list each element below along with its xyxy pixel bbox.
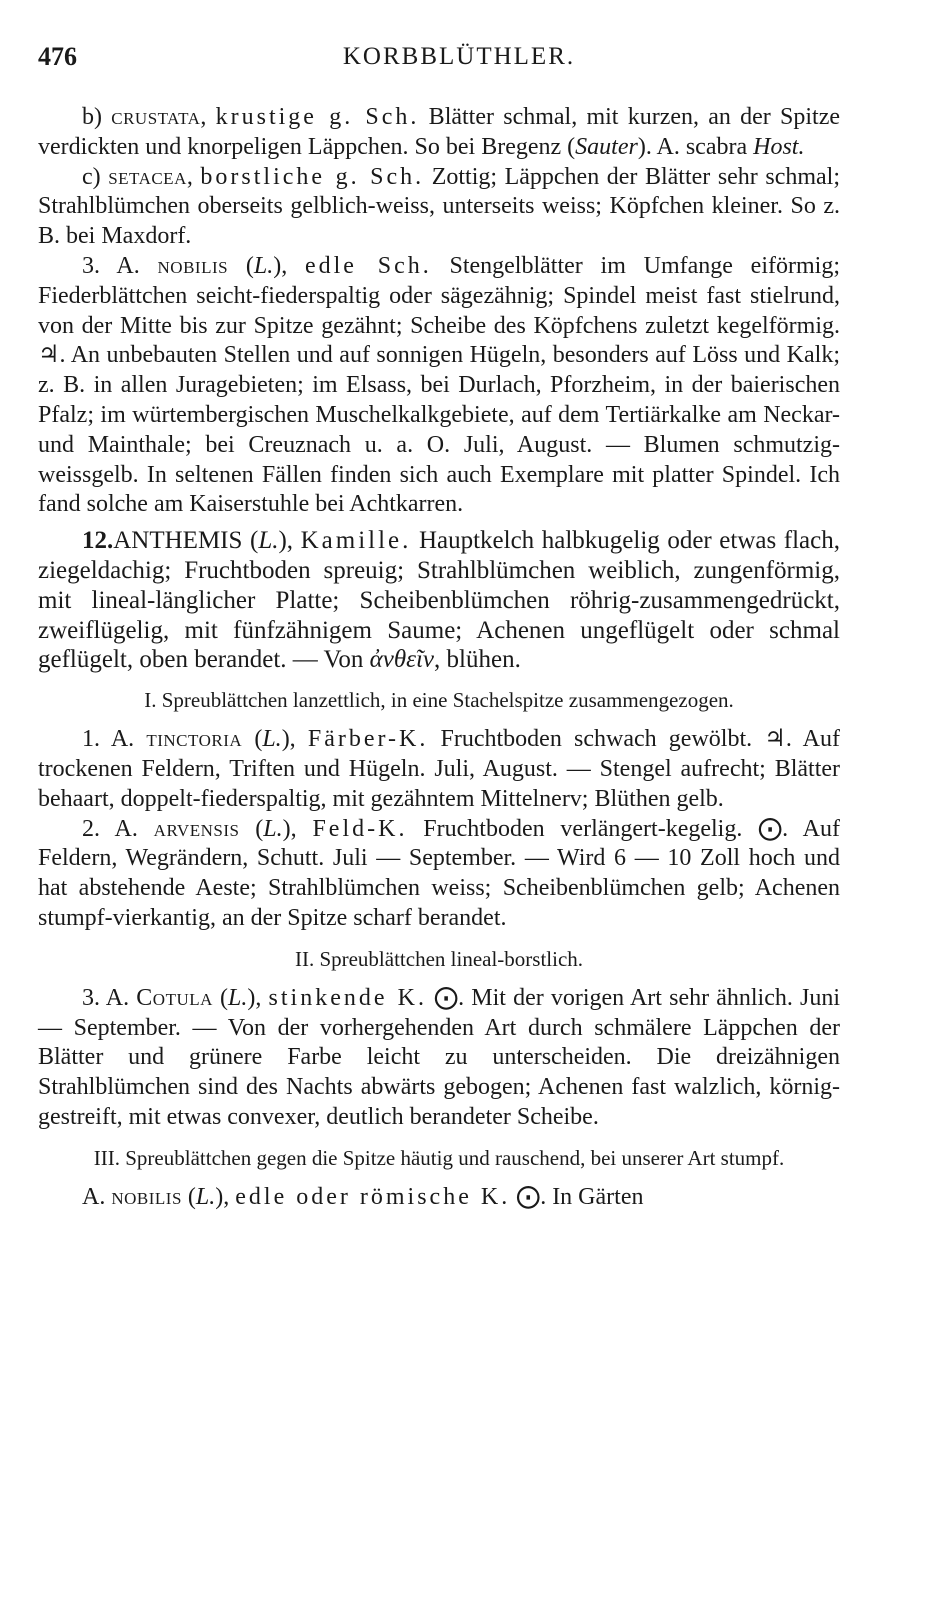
section-heading-3: III. Spreublättchen gegen die Spitze häutig und rauschend, bei unserer Art stumpf. [93,1145,785,1170]
section-heading-2: II. Spreublättchen lineal-borstlich. [294,946,584,971]
genus-anthemis: 12.ANTHEMIS (L.), Kamille. Hauptkelch halbkugelig oder etwas flach, ziegeldachig; Fruchtboden spreuig; Strahlblümchen weiblich, zungenförmig, mit lineal-länglicher Platte; Scheibenblümchen röhrig-zusammengedrückt, zweiflügelig, mit fünfzähnigem Saume; Achenen ungeflügelt oder schmal geflügelt, oben berandet. — Von ἀνθεῖν, blühen. [38,527,841,674]
species-anthemis-arvensis: 2. A. arvensis (L.), Feld-K. Fruchtboden verlängert-kegelig. ⨀. Auf Feldern, Wegrändern, Schutt. Juli — September. — Wird 6 — 10 Zoll hoch und hat abstehende Aeste; Strahlblümchen weiss; Scheibenblümchen gelb; Achenen stumpf-vierkantig, an der Spitze scharf berandet. [38,815,840,931]
page-body [38,103,840,1213]
species-anthemis-tinctoria: 1. A. tinctoria (L.), Färber-K. Fruchtboden schwach gewölbt. ♃. Auf trockenen Feldern, Triften und Hügeln. Juli, August. — Stengel aufrecht; Blätter behaart, doppelt-fiederspaltig, mit gezähntem Mittelnerv; Blüthen gelb. [38,726,840,812]
section-heading-1: I. Spreublättchen lanzettlich, in eine Stachelspitze zusammengezogen. [144,688,734,713]
variety-crustata: b) crustata, krustige g. Sch. Blätter schmal, mit kurzen, an der Spitze verdickten und knorpeligen Läppchen. So bei Bregenz (Sauter). A. scabra Host. [38,104,841,160]
species-anthemis-cotula: 3. A. Cotula (L.), stinkende K. ⨀. Mit der vorigen Art sehr ähnlich. Juni — September. — Von der vorhergehenden Art durch schmälere Läppchen der Blätter und grünere Farbe leicht zu unterscheiden. Die dreizähnigen Strahlblümchen sind des Nachts abwärts gebogen; Achenen fast walzlich, körnig-gestreift, mit etwas convexer, deutlich berandeter Scheibe. [38,984,841,1130]
page-header [38,42,880,78]
running-title: KORBBLÜTHLER. [342,43,576,70]
page-number: 476 [38,42,77,71]
species-achillea-nobilis: 3. A. nobilis (L.), edle Sch. Stengelblätter im Umfange eiförmig; Fiederblättchen seicht-fiederspaltig oder sägezähnig; Spindel meist fast stielrund, von der Mitte bis zur Spitze gezähnt; Scheibe des Köpfchens zuletzt kegelförmig. ♃. An unbebauten Stellen und auf sonnigen Hügeln, besonders auf Löss und Kalk; z. B. in allen Juragebieten; im Elsass, bei Durlach, Pforzheim, in der baierischen Pfalz; im würtembergischen Muschelkalkgebiete, auf dem Tertiärkalke am Neckar- und Mainthale; bei Creuznach u. a. O. Juli, August. — Blumen schmutzig-weissgelb. In seltenen Fällen finden sich auch Exemplare mit platter Spindel. Ich fand solche am Kaiserstuhle bei Achtkarren. [38,252,840,518]
species-anthemis-nobilis: A. nobilis (L.), edle oder römische K. ⨀. In Gärten [82,1183,644,1210]
variety-setacea: c) setacea, borstliche g. Sch. Zottig; Läppchen der Blätter sehr schmal; Strahlblümchen oberseits gelblich-weiss, unterseits weiss; Köpfchen kleiner. So z. B. bei Maxdorf. [38,163,841,250]
